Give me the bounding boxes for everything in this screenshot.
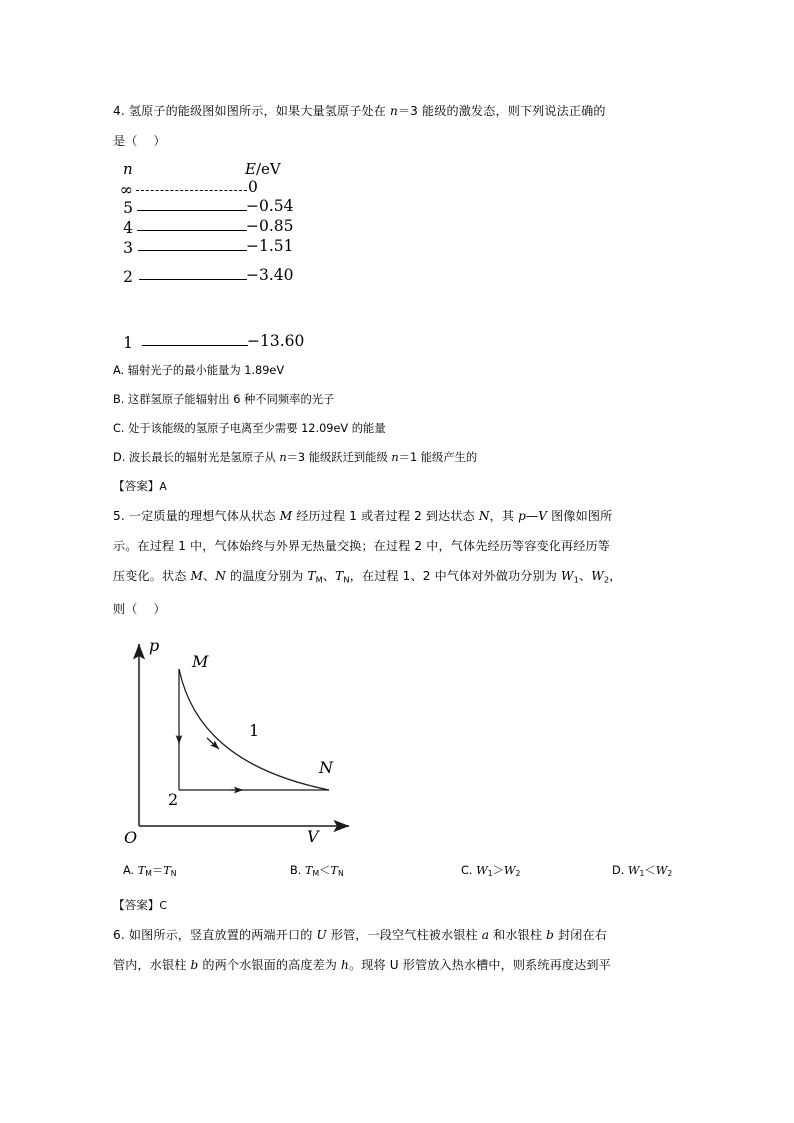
q4-stem-line-1: 4. 氢原子的能级图如图所示，如果大量氢原子处在 n＝3 能级的激发态，则下列说法正确的	[113, 104, 606, 118]
q5-stem-line-4: 则（ ）	[113, 602, 166, 617]
q5-option-c[interactable]: C. $W_1>W_2$	[461, 864, 521, 879]
energy-level-label-4: 4	[123, 219, 133, 237]
q6-stem-line-2: 管内，水银柱 b 的两个水银面的高度差为 h。现将 U 形管放入热水槽中，则系统再度达到平	[113, 958, 611, 973]
q5-options-row	[113, 862, 685, 891]
q5-option-d[interactable]: D. $W_1<W_2$	[612, 864, 673, 879]
q5-pv-diagram	[121, 630, 461, 862]
q4-answer-label: 【答案】	[113, 479, 160, 493]
q5-answer	[113, 891, 685, 920]
q5-option-a[interactable]: A. $T_M=T_N$	[123, 864, 177, 879]
energy-level-line-4	[137, 230, 247, 231]
pv-origin-label: O	[124, 828, 138, 848]
q5-stem-line-3: 压变化。状态 M、N 的温度分别为 $T_M$、$T_N$，在过程 1、2 中气体对外做功分别为 $W_1$、$W_2$，	[113, 569, 622, 585]
q5-answer-value: C	[159, 899, 167, 913]
pv-process-2-label: 2	[168, 790, 179, 810]
q4-option-b[interactable]: B. 这群氢原子能辐射出 6 种不同频率的光子	[113, 393, 335, 406]
pv-process-1-label: 1	[249, 721, 260, 741]
q6-stem-line-1: 6. 如图所示，竖直放置的两端开口的 U 形管，一段空气柱被水银柱 a 和水银柱 b 封闭在右	[113, 928, 607, 943]
q5-answer-label: 【答案】	[113, 898, 160, 913]
energy-level-label-1: 1	[123, 334, 133, 352]
energy-level-value-3: −1.51	[246, 237, 294, 255]
energy-level-line-5	[137, 210, 247, 211]
energy-level-value-4: −0.85	[246, 217, 294, 235]
q4-answer	[113, 472, 685, 501]
energy-level-label-inf: ∞	[119, 180, 133, 199]
energy-level-value-5: −0.54	[246, 197, 294, 215]
page-content	[113, 96, 685, 980]
energy-level-label-5: 5	[123, 199, 133, 217]
q4-option-c[interactable]: C. 处于该能级的氢原子电离至少需要 12.09eV 的能量	[113, 422, 386, 435]
q4-option-a[interactable]: A. 辐射光子的最小能量为 1.89eV	[113, 364, 285, 377]
energy-level-label-2: 2	[123, 268, 133, 286]
q4-stem-line-2: 是（ ）	[113, 134, 166, 148]
energy-level-value-inf: 0	[248, 178, 258, 196]
q4-option-d[interactable]: D. 波长最长的辐射光是氢原子从 n＝3 能级跃迁到能级 n＝1 能级产生的	[113, 451, 478, 464]
energy-level-line-3	[138, 250, 247, 251]
pv-point-n-label: N	[319, 758, 333, 778]
pv-point-m-label: M	[192, 652, 209, 672]
energy-diagram-header-energy: E/eV	[245, 160, 281, 178]
energy-diagram-header-n: n	[123, 160, 133, 178]
pv-y-axis-label: p	[149, 636, 160, 656]
energy-level-line-inf	[136, 190, 247, 191]
q4-answer-value: A	[159, 480, 167, 493]
energy-level-value-2: −3.40	[246, 266, 294, 284]
energy-level-value-1: −13.60	[247, 332, 305, 350]
energy-level-line-1	[142, 345, 248, 346]
q5-stem-line-2: 示。在过程 1 中，气体始终与外界无热量交换；在过程 2 中，气体先经历等容变化再经历等	[113, 539, 610, 553]
q4-energy-level-diagram	[115, 160, 415, 356]
pv-diagram-svg	[121, 630, 461, 862]
q5-stem-line-1: 5. 一定质量的理想气体从状态 M 经历过程 1 或者过程 2 到达状态 N，其 p—V 图像如图所	[113, 509, 613, 523]
q5-option-b[interactable]: B. $T_M<T_N$	[290, 864, 344, 879]
energy-level-label-3: 3	[123, 239, 133, 257]
energy-level-line-2	[139, 279, 247, 280]
pv-x-axis-label: V	[307, 827, 319, 847]
